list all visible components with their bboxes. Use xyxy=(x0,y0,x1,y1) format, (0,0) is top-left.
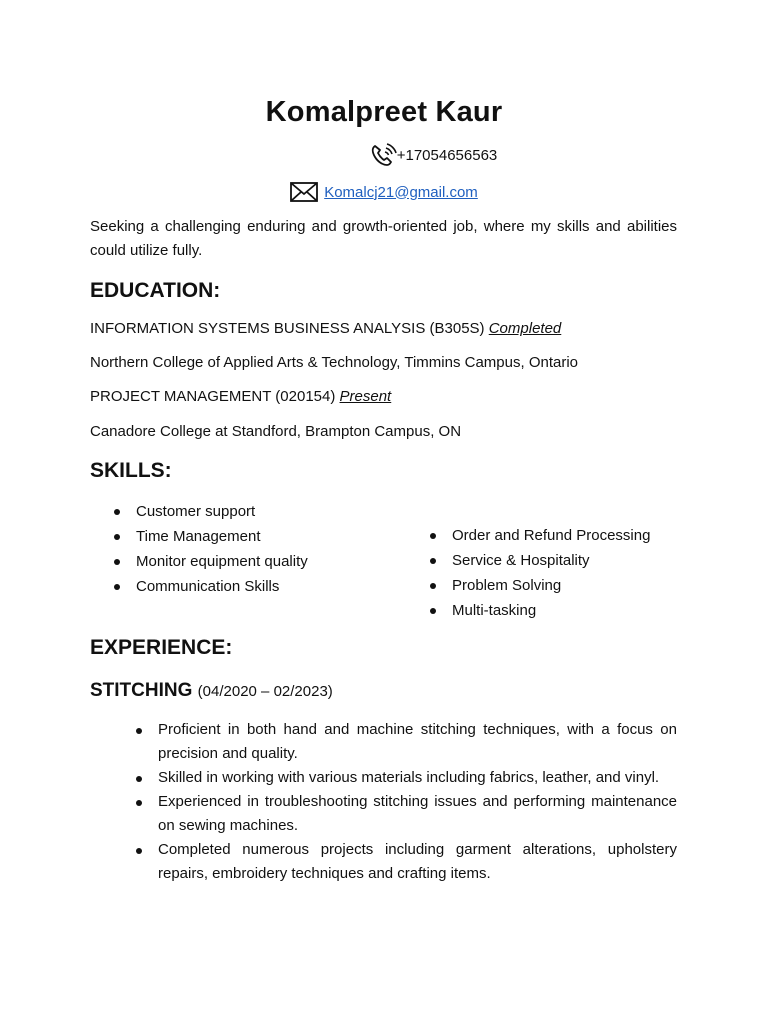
skill-item: Multi-tasking xyxy=(430,598,650,623)
experience-bullet: Proficient in both hand and machine stitching techniques, with a focus on precision and quality. xyxy=(136,718,677,766)
experience-bullets xyxy=(136,718,677,886)
skill-item: Time Management xyxy=(114,524,308,549)
education-program-1 xyxy=(90,320,561,337)
job-title: STITCHING xyxy=(90,680,193,701)
skill-item: Communication Skills xyxy=(114,574,308,599)
job-title-row xyxy=(90,680,333,702)
job-dates: (04/2020 – 02/2023) xyxy=(197,683,333,700)
program-name: INFORMATION SYSTEMS BUSINESS ANALYSIS (B305S) xyxy=(90,320,485,337)
education-institution-1: Northern College of Applied Arts & Technology, Timmins Campus, Ontario xyxy=(90,354,579,371)
objective-text: Seeking a challenging enduring and growth-oriented job, where my skills and abilities could utilize fully. xyxy=(90,218,677,259)
candidate-name: Komalpreet Kaur xyxy=(265,96,503,128)
experience-bullet: Experienced in troubleshooting stitching issues and performing maintenance on sewing machines. xyxy=(136,790,677,838)
skill-item: Customer support xyxy=(114,499,308,524)
experience-heading: EXPERIENCE: xyxy=(90,636,233,659)
skill-item: Monitor equipment quality xyxy=(114,549,308,574)
skill-item: Order and Refund Processing xyxy=(430,523,650,548)
phone-icon xyxy=(369,142,397,168)
program-status: Present xyxy=(339,388,392,405)
email-row xyxy=(0,182,768,206)
skills-list-right xyxy=(430,523,650,623)
education-program-2 xyxy=(90,388,391,405)
experience-bullet: Completed numerous projects including garment alterations, upholstery repairs, embroidery techniques and crafting items. xyxy=(136,838,677,886)
education-institution-2: Canadore College at Standford, Brampton Campus, ON xyxy=(90,423,462,440)
phone-row xyxy=(0,142,768,172)
email-link[interactable]: Komalcj21@gmail.com xyxy=(324,183,478,201)
education-heading: EDUCATION: xyxy=(90,279,221,302)
program-name: PROJECT MANAGEMENT (020154) xyxy=(90,388,336,405)
skills-heading: SKILLS: xyxy=(90,459,172,482)
skills-list-left xyxy=(114,499,308,599)
experience-bullet: Skilled in working with various materials including fabrics, leather, and vinyl. xyxy=(136,766,677,790)
envelope-icon xyxy=(290,182,318,202)
skill-item: Problem Solving xyxy=(430,573,650,598)
skill-item: Service & Hospitality xyxy=(430,548,650,573)
program-status: Completed xyxy=(488,320,562,337)
phone-number: +17054656563 xyxy=(396,146,498,164)
